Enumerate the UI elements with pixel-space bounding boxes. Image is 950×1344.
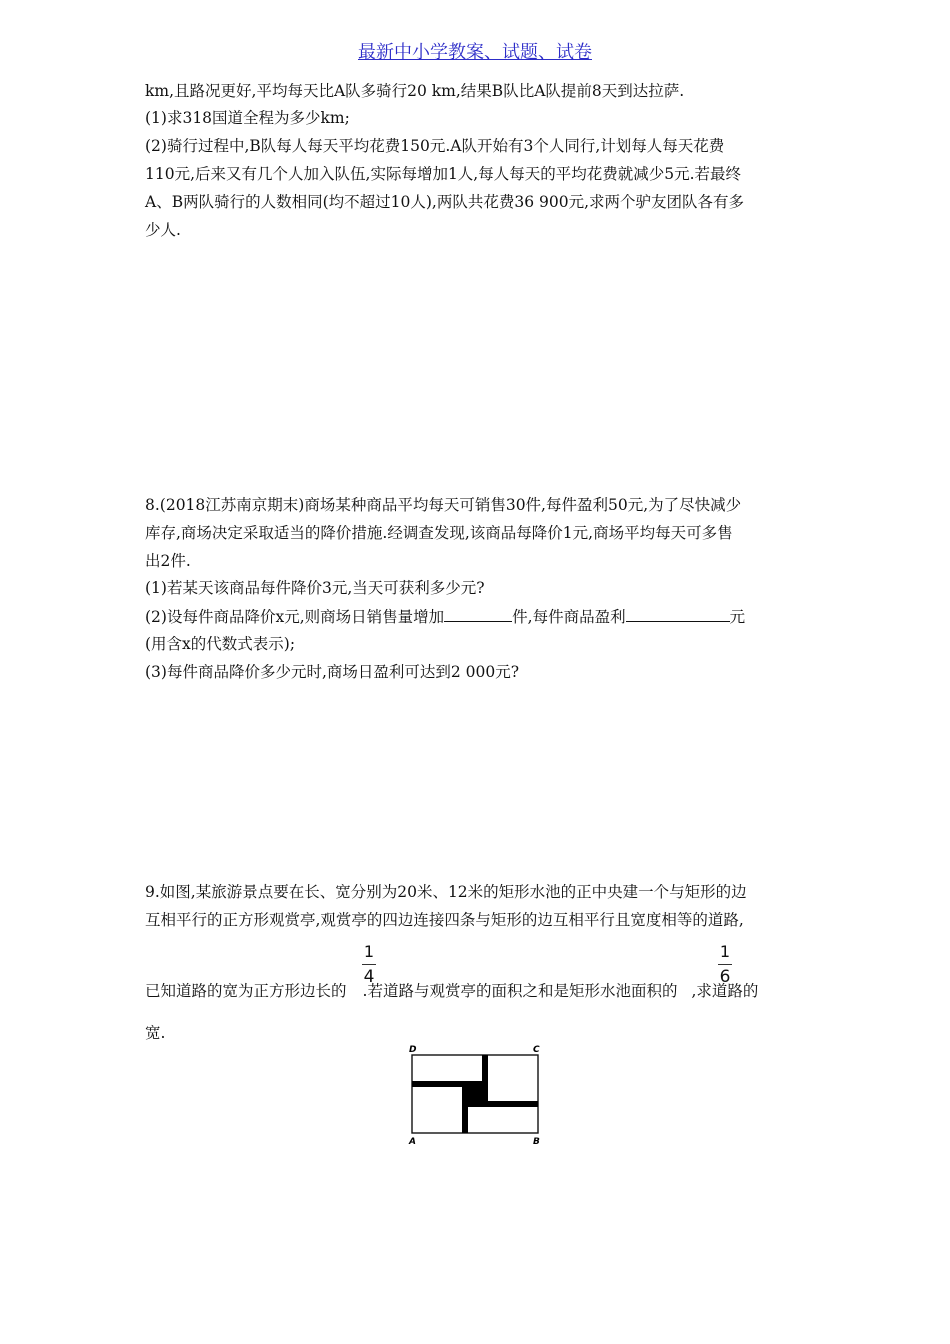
- p7-question2-line4: 少人.: [145, 221, 181, 239]
- p9-line3-text-c: ,求道路的: [691, 982, 759, 1000]
- p9-line4: 宽.: [145, 1024, 166, 1042]
- p7-question2-line1: (2)骑行过程中,B队每人每天平均花费150元.A队开始有3个人同行,计划每人每天花费: [145, 137, 725, 155]
- square-pavilion: [462, 1081, 488, 1107]
- p7-line1: km,且路况更好,平均每天比A队多骑行20 km,结果B队比A队提前8天到达拉萨.: [145, 82, 685, 100]
- fraction-numerator: 1: [719, 942, 731, 961]
- p8-q2-text-a: (2)设每件商品降价x元,则商场日销售量增加: [145, 608, 445, 626]
- vertex-label-b: B: [533, 1137, 540, 1147]
- p8-line1: 8.(2018江苏南京期末)商场某种商品平均每天可销售30件,每件盈利50元,为了尽快减少: [145, 496, 742, 514]
- p8-q2-blank-sales: [444, 605, 512, 622]
- vertex-label-a: A: [409, 1137, 416, 1147]
- vertex-label-c: C: [533, 1045, 540, 1055]
- p8-q2-blank-profit: [626, 605, 730, 622]
- p8-q2-text-c: 元: [729, 608, 746, 626]
- page-header-title[interactable]: 最新中小学教案、试题、试卷: [358, 42, 592, 63]
- p8-question2-line2: (用含x的代数式表示);: [145, 635, 296, 653]
- p7-question2-line2: 110元,后来又有几个人加入队伍,实际每增加1人,每人每天的平均花费就减少5元.若最终: [145, 165, 742, 183]
- road-right: [488, 1101, 538, 1107]
- road-bottom: [462, 1107, 468, 1133]
- p8-q2-text-b: 件,每件商品盈利: [512, 608, 626, 626]
- p7-question1: (1)求318国道全程为多少km;: [145, 109, 350, 127]
- p9-line1: 9.如图,某旅游景点要在长、宽分别为20米、12米的矩形水池的正中央建一个与矩形的边: [145, 883, 747, 901]
- p9-line3: [145, 980, 758, 1002]
- fraction-numerator: 1: [363, 942, 375, 961]
- p9-line3-text-b: .若道路与观赏亭的面积之和是矩形水池面积的: [362, 982, 678, 1000]
- p8-question1: (1)若某天该商品每件降价3元,当天可获利多少元?: [145, 579, 485, 597]
- pool-diagram: [402, 1044, 552, 1148]
- p7-question2-line3: A、B两队骑行的人数相同(均不超过10人),两队共花费36 900元,求两个驴友团队各有多: [145, 193, 744, 211]
- p8-line2: 库存,商场决定采取适当的降价措施.经调查发现,该商品每降价1元,商场平均每天可多售: [145, 524, 733, 542]
- p8-question3: (3)每件商品降价多少元时,商场日盈利可达到2 000元?: [145, 663, 520, 681]
- road-top: [482, 1055, 488, 1085]
- fraction-denominator: 4: [363, 967, 375, 987]
- p9-line2: 互相平行的正方形观赏亭,观赏亭的四边连接四条与矩形的边互相平行且宽度相等的道路,: [145, 911, 744, 929]
- fraction-bar: [718, 964, 732, 965]
- p8-question2: [145, 605, 745, 628]
- vertex-label-d: D: [409, 1045, 417, 1055]
- p8-line3: 出2件.: [145, 552, 191, 570]
- p9-line3-text-a: 已知道路的宽为正方形边长的: [145, 982, 347, 1000]
- fraction-bar: [362, 964, 376, 965]
- fraction-denominator: 6: [719, 967, 731, 987]
